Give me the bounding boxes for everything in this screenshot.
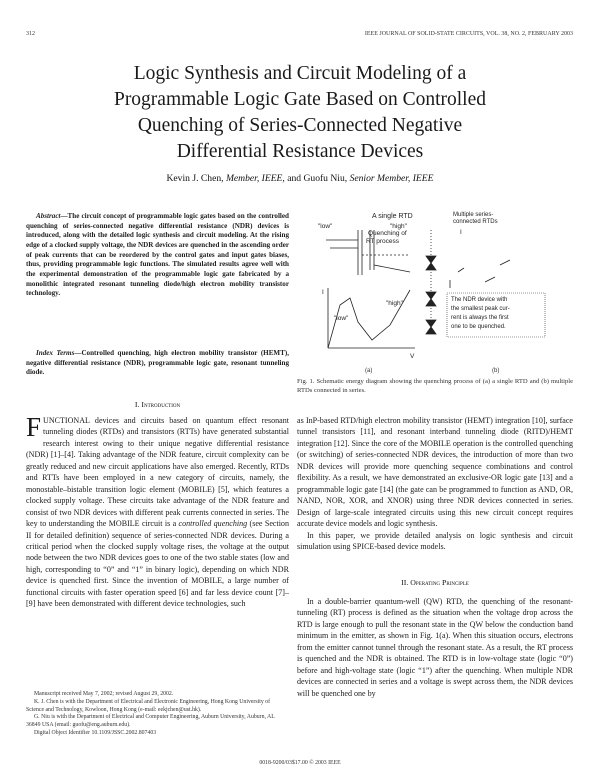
figure-1 [310,210,560,375]
index-terms-text: —Controlled quenching, high electron mobility transistor (HEMT), negative differential resistance (NDR), programmable logic gate, resonant tunneling diode. [26,349,289,377]
label-quench-2: RT process [366,238,399,245]
intro-column-left [26,412,289,610]
drop-word: UNCTIONAL [43,416,90,425]
paragraph: as InP-based RTD/high electron mobility transistor (HEMT) integration [10], surface tunnel transistors [11], and resonant interband tunneling diode (RITD)/HEMT integration [12]. Since the core of the MOBILE operation is the controlled quenching (or switching) of series-connected NDR devices, the introduction of more than two NDR devices will provide more quenching sequence combinations and control flexibility. As a result, we have demonstrated an exclusive-OR logic gate [13] and a programmable logic gate [14] (the gate can be programmed to function as AND, OR, NAND, NOR, XOR, and XNOR) using three NDR devices connected in series. Design of large-scale integrated circuits using this new circuit concept requires accurate device models and logic synthesis. [297,416,573,529]
abstract-label: Abstract [36,212,61,220]
page-number: 312 [26,31,35,37]
emphasis: controlled quenching [178,519,248,529]
paper-title [40,61,560,165]
abstract [26,212,289,299]
label-single-rtd: A single RTD [372,213,413,220]
abstract-text: —The circuit concept of programmable logic gates based on the controlled quenching of series-connected negative differential resistance (NDR) devices is introduced, along with the detailed logic synthesis and circuit modeling. At the rising edge of a clocked supply voltage, the NDR devices are quenched in the ascending order of peak currents that can be reordered by the control gates and input gates biases, thus, providing programmable logic functions. The simulated results agree well with the experimental demonstration of the programmable logic gate fabricated by a monolithic integrated resonant tunneling diode/high electron mobility transistor technology. [26,212,289,298]
title-line: Programmable Logic Gate Based on Controlled [113,89,487,110]
index-terms-label: Index Terms [36,349,75,357]
label-high: "high" [390,223,407,230]
tick-mark [458,268,464,272]
label-multi-1: Multiple series- [453,212,494,218]
copyright-footer: 0018-9200/03$17.00 © 2003 IEEE [259,760,341,766]
running-header: IEEE JOURNAL OF SOLID-STATE CIRCUITS, VOL. 38, NO. 2, FEBRUARY 2003 [364,31,573,37]
paragraph: In this paper, we provide detailed analysis on logic synthesis and circuit simulation using SPICE-based device models. [297,530,573,551]
principle-column [297,596,573,699]
label-high-iv: "high" [386,300,403,307]
label-voltage: V [410,353,415,360]
intro-column-right [297,415,573,552]
author-name: and Guofu Niu, [287,173,348,184]
paragraph: devices and circuits based on quantum effect resonant tunneling diodes (RTDs) and transistors (RTTs) have generated substantial research interest owing to their unique negative differential resistance (NDR) [1]–[4]. Taking advantage of the NDR feature, circuit complexity can be greatly reduced and new circuit applications have also emerged. Recently, RTDs and RTTs have been employed in a new category of circuits, namely, the monostable–bistable transition logic element (MOBILE) [5], which features a clocked supply voltage. These circuits take advantage of the NDR feature and consist of two NDR devices with different peak currents connected in series. The key to understanding the MOBILE circuit is a [26,416,289,529]
label-current: I [322,289,324,296]
rtd-symbol [426,256,436,270]
footnote: Manuscript received May 7, 2002; revised August 29, 2002. [34,691,174,697]
section-title: Operating Principle [410,578,469,587]
note-line: the smallest peak cur- [451,306,510,312]
rtd-symbol [426,292,436,306]
section-number: II. [401,578,411,587]
author-line [40,173,560,184]
author-name: Kevin J. Chen, [166,173,224,184]
author-role: Senior Member, IEEE [349,173,434,184]
footnote: G. Niu is with the Department of Electrical and Computer Engineering, Auburn University, Auburn, AL 36849 USA (email: guofu@eng.auburn.edu). [26,714,275,729]
title-line: Differential Resistance Devices [176,141,424,162]
title-line: Logic Synthesis and Circuit Modeling of a [133,63,467,84]
drop-cap: F [26,412,42,442]
tick-mark [485,277,495,282]
section-number: I. [134,400,142,409]
footnote: Digital Object Identifier 10.1109/JSSC.2002.807403 [34,729,157,736]
note-line: rent is always the first [451,315,509,321]
author-role: Member, IEEE, [225,173,285,184]
index-terms [26,349,289,378]
figure-caption: Fig. 1. Schematic energy diagram showing the quenching process of (a) a single RTD and (b) multiple RTDs connected in series. [297,378,573,394]
label-quench-1: Quenching of [368,230,407,237]
title-line: Quenching of Series-Connected Negative [137,115,463,136]
section-heading-principle [297,578,573,587]
paragraph: (see Section II for detailed definition) sequence of series-connected NDR devices. During a critical period when the clocked supply voltage rises, the voltage at the output node between the two NDR devices goes to one of the two stable states (low and high, corresponding to “0” and “1” in binary logic), depending on which NDR device is quenched first. Since the invention of MOBILE, a large number of functional circuits with faster operation speed [6] and far less device count [7]–[9] have been demonstrated with different device technologies, such [26,519,289,609]
subfig-label-b: (b) [492,368,500,374]
band-edge-line [374,265,410,272]
label-current-b: I [460,229,462,236]
rtd-symbol [426,320,436,334]
subfig-label-a: (a) [365,368,373,374]
footnotes [26,691,289,738]
label-low-iv: "low" [334,315,349,322]
tick-mark [500,260,510,265]
label-multi-2: connected RTDs [453,219,498,225]
section-heading-intro [26,400,289,409]
note-line: one to be quenched. [451,324,506,330]
label-low: "low" [318,223,333,230]
section-title: Introduction [141,400,181,409]
paragraph: In a double-barrier quantum-well (QW) RTD, the quenching of the resonant-tunneling (RT) process is defined as the situation when the voltage drop across the RTD is large enough to pull the resonant state in the QW below the conduction band minimum in the emitter, as shown in Fig. 1(a). When this situation occurs, electrons from the emitter cannot tunnel through the resonant state. As a result, the RT process is quenched and the NDR is obtained. The RTD is in low-voltage state (logic “0”) before and high-voltage state (logic “1”) after the quenching. When multiple NDR devices are connected in series and a voltage is swept across them, the NDR devices will be quenched one by [297,597,573,698]
footnote: K. J. Chen is with the Department of Electrical and Electronic Engineering, Hong Kong University of Science and Technology, Kowloon, Hong Kong (e-mail: eekjchen@ust.hk). [26,698,270,713]
note-line: The NDR device with [451,297,508,303]
